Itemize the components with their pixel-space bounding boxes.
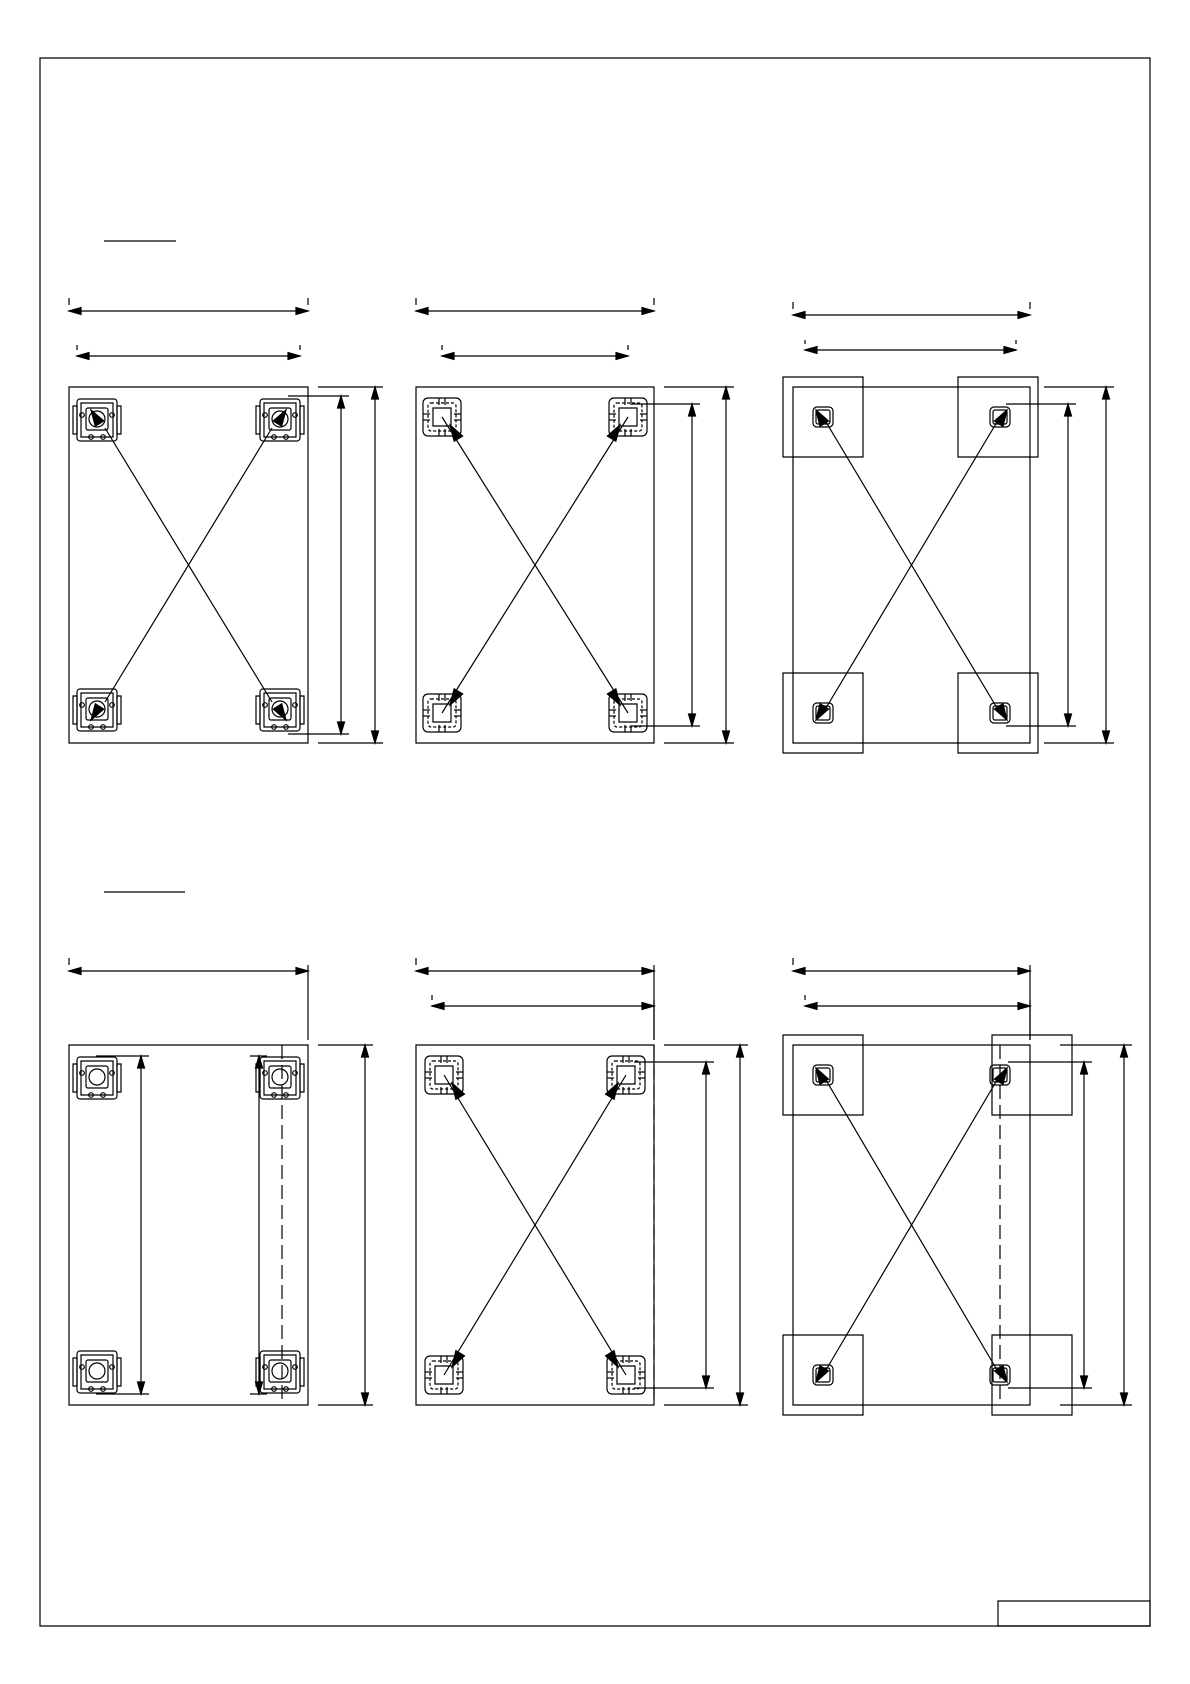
arrowhead xyxy=(442,353,454,360)
arrowhead xyxy=(703,1062,710,1074)
arrowhead xyxy=(737,1393,744,1405)
bolt-hole xyxy=(263,413,268,418)
arrowhead xyxy=(1121,1393,1128,1405)
horizontal-dimension xyxy=(416,958,654,1040)
arrowhead xyxy=(362,1393,369,1405)
bracket-flange xyxy=(73,696,77,724)
arrowhead xyxy=(1121,1045,1128,1057)
arrowhead xyxy=(689,714,696,726)
vertical-dimension xyxy=(288,396,349,734)
arrowhead xyxy=(737,1045,744,1057)
horizontal-dimension xyxy=(77,345,300,360)
bracket-flange xyxy=(256,696,260,724)
base-plate xyxy=(958,673,1038,753)
bracket-pad xyxy=(89,1363,105,1379)
bracket-flange xyxy=(300,696,304,724)
bracket-flange xyxy=(117,1358,121,1386)
bolt-hole xyxy=(110,703,115,708)
arrowhead xyxy=(338,396,345,408)
arrowhead xyxy=(372,387,379,399)
corner-bracket xyxy=(73,1351,121,1393)
arrowhead xyxy=(138,1056,145,1068)
arrowhead xyxy=(1018,1003,1030,1010)
vertical-dimension xyxy=(318,387,383,743)
arrowhead xyxy=(338,722,345,734)
vertical-dimension xyxy=(250,1056,267,1394)
bolt-hole xyxy=(80,1365,85,1370)
bolt-hole xyxy=(293,413,298,418)
bolt-hole xyxy=(110,1365,115,1370)
arrowhead xyxy=(288,353,300,360)
bolt-hole xyxy=(293,1365,298,1370)
bolt-hole xyxy=(80,1071,85,1076)
vertical-dimension xyxy=(1060,1045,1132,1405)
horizontal-dimension xyxy=(432,995,654,1040)
arrowhead xyxy=(416,968,428,975)
vertical-dimension xyxy=(96,1056,149,1394)
panel-lower-profiles xyxy=(416,958,748,1405)
arrowhead xyxy=(372,731,379,743)
bracket-plate xyxy=(77,1351,117,1393)
horizontal-dimension xyxy=(442,345,628,360)
arrowhead xyxy=(642,1003,654,1010)
sheet-border xyxy=(40,58,1150,1626)
arrowhead xyxy=(723,387,730,399)
corner-bracket xyxy=(256,1351,304,1393)
arrowhead xyxy=(1065,714,1072,726)
bracket-flange xyxy=(73,1358,77,1386)
arrowhead xyxy=(793,312,805,319)
bracket-plate xyxy=(77,1057,117,1099)
arrowhead xyxy=(723,731,730,743)
corner-bracket xyxy=(73,1057,121,1099)
bolt-hole xyxy=(293,703,298,708)
horizontal-dimension xyxy=(805,995,1030,1040)
horizontal-dimension xyxy=(793,958,1030,1040)
arrowhead xyxy=(1081,1062,1088,1074)
arrowhead xyxy=(1103,387,1110,399)
arrowhead xyxy=(805,1003,817,1010)
bracket-flange xyxy=(117,696,121,724)
arrowhead xyxy=(642,308,654,315)
drawing-panels xyxy=(69,298,1132,1415)
vertical-dimension xyxy=(664,387,734,743)
arrowhead xyxy=(703,1376,710,1388)
bracket-flange xyxy=(300,1064,304,1092)
horizontal-dimension xyxy=(793,302,1030,319)
bolt-hole xyxy=(80,413,85,418)
bracket-flange xyxy=(300,1358,304,1386)
arrowhead xyxy=(362,1045,369,1057)
vertical-dimension xyxy=(1006,404,1076,726)
bracket-flange xyxy=(300,406,304,434)
bracket-plate xyxy=(260,1057,300,1099)
arrowhead xyxy=(642,968,654,975)
bracket-pad xyxy=(272,1069,288,1085)
corner-bracket xyxy=(256,1057,304,1099)
horizontal-dimension xyxy=(69,298,308,315)
arrowhead xyxy=(1103,731,1110,743)
horizontal-dimension xyxy=(805,340,1016,354)
arrowhead xyxy=(296,308,308,315)
bracket-pad xyxy=(272,1363,288,1379)
arrowhead xyxy=(1018,312,1030,319)
vertical-dimension xyxy=(318,1045,373,1405)
panel-upper-plates xyxy=(783,302,1114,753)
arrowhead xyxy=(793,968,805,975)
bolt-hole xyxy=(110,1071,115,1076)
arrowhead xyxy=(1004,347,1016,354)
arrowhead xyxy=(69,968,81,975)
arrowhead xyxy=(689,404,696,416)
vertical-dimension xyxy=(1008,1062,1092,1388)
bracket-flange xyxy=(73,406,77,434)
arrowhead xyxy=(616,353,628,360)
arrowhead xyxy=(805,347,817,354)
arrowhead xyxy=(1018,968,1030,975)
arrowhead xyxy=(69,308,81,315)
arrowhead xyxy=(416,308,428,315)
horizontal-dimension xyxy=(69,958,308,1040)
arrowhead xyxy=(1081,1376,1088,1388)
bolt-hole xyxy=(263,1071,268,1076)
arrowhead xyxy=(432,1003,444,1010)
bolt-hole xyxy=(263,703,268,708)
bracket-flange xyxy=(73,1064,77,1092)
bracket-plate xyxy=(260,1351,300,1393)
bracket-pad xyxy=(89,1069,105,1085)
horizontal-dimension xyxy=(416,298,654,315)
vertical-dimension xyxy=(1044,387,1114,743)
bolt-hole xyxy=(80,703,85,708)
arrowhead xyxy=(138,1382,145,1394)
bracket-flange xyxy=(117,406,121,434)
title-block xyxy=(998,1601,1150,1626)
bracket-flange xyxy=(117,1064,121,1092)
panel-upper-brackets xyxy=(69,298,383,743)
arrowhead xyxy=(1065,404,1072,416)
bolt-hole xyxy=(263,1365,268,1370)
bracket-flange xyxy=(256,406,260,434)
vertical-dimension xyxy=(632,404,700,726)
base-plate xyxy=(958,377,1038,457)
vertical-dimension xyxy=(634,1062,714,1388)
bolt-hole xyxy=(293,1071,298,1076)
panel-lower-brackets xyxy=(69,958,373,1405)
panel-lower-plates xyxy=(783,958,1132,1415)
panel-upper-profiles xyxy=(416,298,734,743)
bolt-hole xyxy=(110,413,115,418)
arrowhead xyxy=(77,353,89,360)
arrowhead xyxy=(296,968,308,975)
